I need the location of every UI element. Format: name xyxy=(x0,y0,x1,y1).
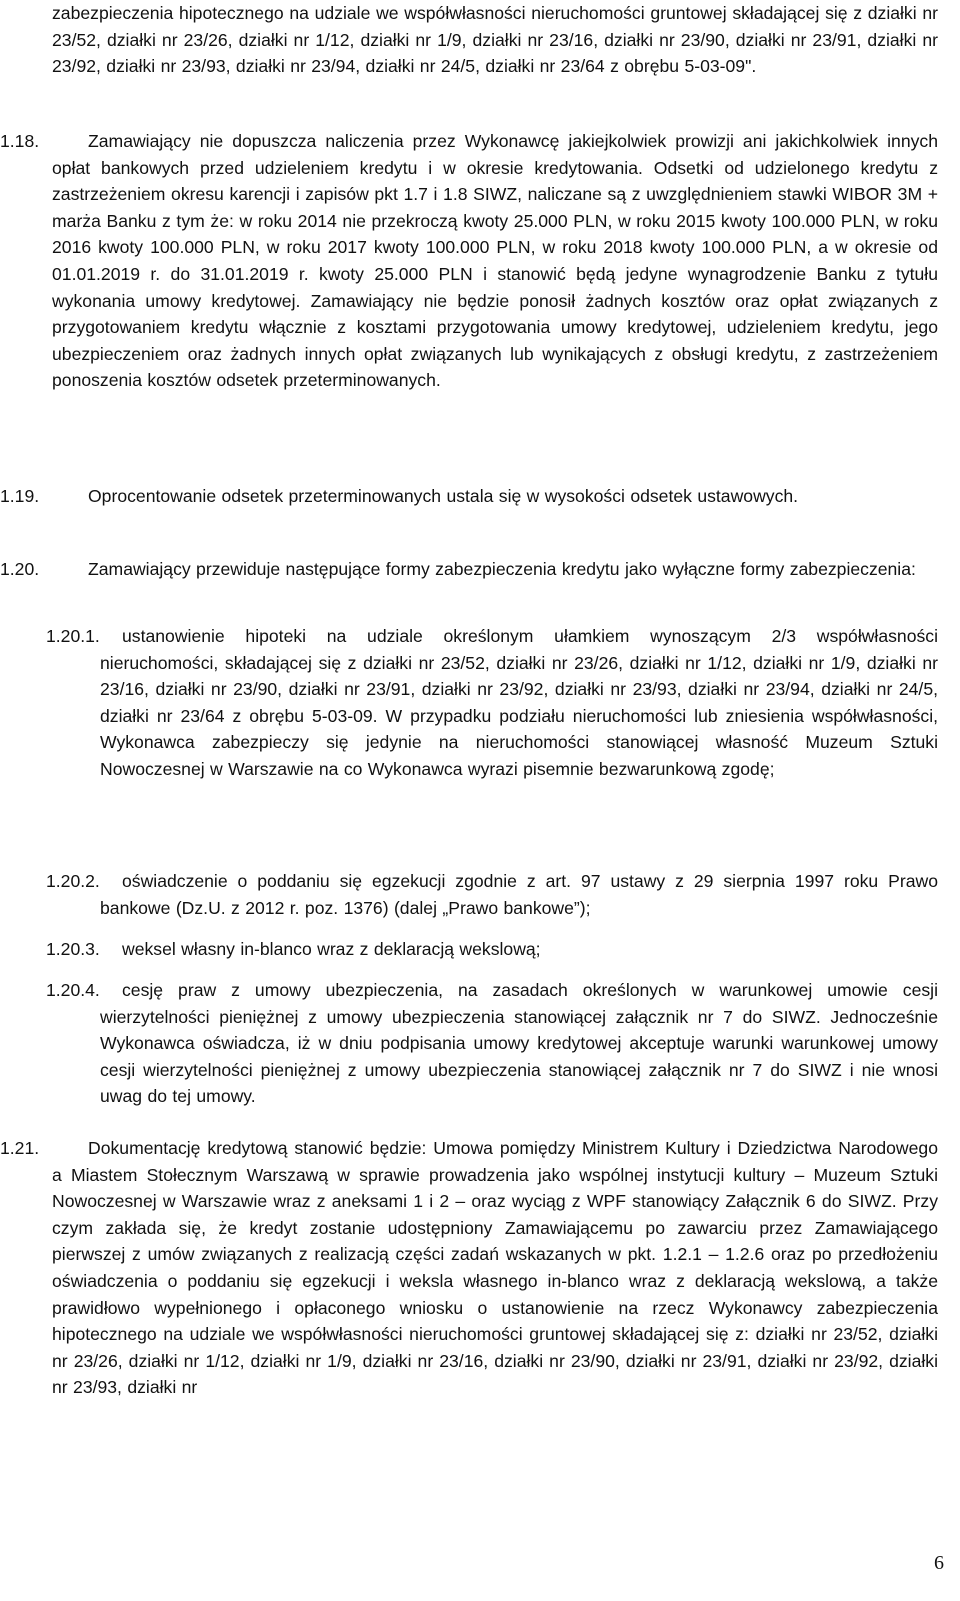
subsection-paragraph: cesję praw z umowy ubezpieczenia, na zasadach określonych w warunkowej umowie cesji wierzytelności pieniężnej z umowy ubezpieczenia stanowiącej załącznik nr 7 do SIWZ. Jednocześnie Wykonawca oświadcza, iż w dniu podpisania umowy kredytowej akceptuje warunki warunkowej umowy cesji wierzytelności pieniężnej z umowy ubezpieczenia stanowiącej załącznik nr 7 do SIWZ i nie wnosi uwag do tej umowy. xyxy=(100,980,938,1107)
subsection-number: 1.20.3. xyxy=(46,939,100,959)
subsection-paragraph: weksel własny in-blanco wraz z deklaracją wekslową; xyxy=(122,939,541,959)
subsection-paragraph: oświadczenie o poddaniu się egzekucji zgodnie z art. 97 ustawy z 29 sierpnia 1997 roku Prawo bankowe (Dz.U. z 2012 r. poz. 1376) (dalej „Prawo bankowe”); xyxy=(100,871,938,918)
section-number: 1.18. xyxy=(0,131,40,151)
section-paragraph: Dokumentację kredytową stanowić będzie: Umowa pomiędzy Ministrem Kultury i Dziedzictwa Narodowego a Miastem Stołecznym Warszawą w sprawie prowadzenia jako wspólnej instytucji kultury – Muzeum Sztuki Nowoczesnej w Warszawie wraz z aneksami 1 i 2 – oraz wyciąg z WPF stanowiący Załącznik 6 do SIWZ. Przy czym zakłada się, że kredyt zostanie udostępniony Zamawiającemu po zawarciu przez Zamawiającego pierwszej z umów związanych z realizacją części zadań wskazanych w pkt. 1.2.1 – 1.2.6 oraz po przedłożeniu oświadczenia o poddaniu się egzekucji i weksla własnego in-blanco wraz z deklaracją wekslową, a także prawidłowo wypełnionego i opłaconego wniosku o ustanowienie na rzecz Wykonawcy zabezpieczenia hipotecznego na udziale we współwłasności nieruchomości gruntowej składającej się z: działki nr 23/52, działki nr 23/26, działki nr 1/12, działki nr 1/9, działki nr 23/16, działki nr 23/90, działki nr 23/91, działki nr 23/92, działki nr 23/93, działki nr xyxy=(52,1138,938,1398)
subsection-number: 1.20.4. xyxy=(46,980,100,1000)
section-number: 1.19. xyxy=(0,486,40,506)
section-paragraph: Zamawiający nie dopuszcza naliczenia przez Wykonawcę jakiejkolwiek prowizji ani jakichkolwiek innych opłat bankowych przed udzieleniem kredytu i w okresie kredytowania. Odsetki od udzielonego kredytu z zastrzeżeniem okresu karencji i zapisów pkt 1.7 i 1.8 SIWZ, naliczane są z uwzględnieniem stawki WIBOR 3M + marża Banku z tym że: w roku 2014 nie przekroczą kwoty 25.000 PLN, w roku 2015 kwoty 100.000 PLN, w roku 2016 kwoty 100.000 PLN, w roku 2017 kwoty 100.000 PLN, w roku 2018 kwoty 100.000 PLN, a w okresie od 01.01.2019 r. do 31.01.2019 r. kwoty 25.000 PLN i stanowić będą jedyne wynagrodzenie Banku z tytułu wykonania umowy kredytowej. Zamawiający nie będzie ponosił żadnych kosztów oraz opłat związanych z przygotowaniem kredytu włącznie z kosztami przygotowania umowy kredytowej, udzieleniem kredytu, jego ubezpieczeniem oraz żadnych innych opłat związanych lub wynikających z obsługi kredytu, z zastrzeżeniem ponoszenia kosztów odsetek przeterminowanych. xyxy=(52,131,938,391)
section-paragraph: Oprocentowanie odsetek przeterminowanych ustala się w wysokości odsetek ustawowych. xyxy=(88,486,799,506)
subsection-paragraph: ustanowienie hipoteki na udziale określonym ułamkiem wynoszącym 2/3 współwłasności nieruchomości, składającej się z działki nr 23/52, działki nr 23/26, działki nr 1/12, działki nr 1/9, działki nr 23/16, działki nr 23/90, działki nr 23/91, działki nr 23/92, działki nr 23/93, działki nr 23/94, działki nr 24/5, działki nr 23/64 z obrębu 5-03-09. W przypadku podziału nieruchomości lub zniesienia współwłasności, Wykonawca zabezpieczy się jedynie na nieruchomości stanowiącej własność Muzeum Sztuki Nowoczesnej w Warszawie na co Wykonawca wyrazi pisemnie bezwarunkową zgodę; xyxy=(100,626,938,779)
section-paragraph: Zamawiający przewiduje następujące formy zabezpieczenia kredytu jako wyłączne formy zabezpieczenia: xyxy=(88,559,916,579)
continuation-paragraph: zabezpieczenia hipotecznego na udziale we współwłasności nieruchomości gruntowej składającej się z działki nr 23/52, działki nr 23/26, działki nr 1/12, działki nr 1/9, działki nr 23/16, działki nr 23/90, działki nr 23/91, działki nr 23/92, działki nr 23/93, działki nr 23/94, działki nr 24/5, działki nr 23/64 z obrębu 5-03-09". xyxy=(52,3,938,77)
section-number: 1.20. xyxy=(0,559,40,579)
subsection-number: 1.20.2. xyxy=(46,871,100,891)
section-number: 1.21. xyxy=(0,1138,40,1158)
subsection-number: 1.20.1. xyxy=(46,626,100,646)
page-number: 6 xyxy=(934,1552,944,1574)
